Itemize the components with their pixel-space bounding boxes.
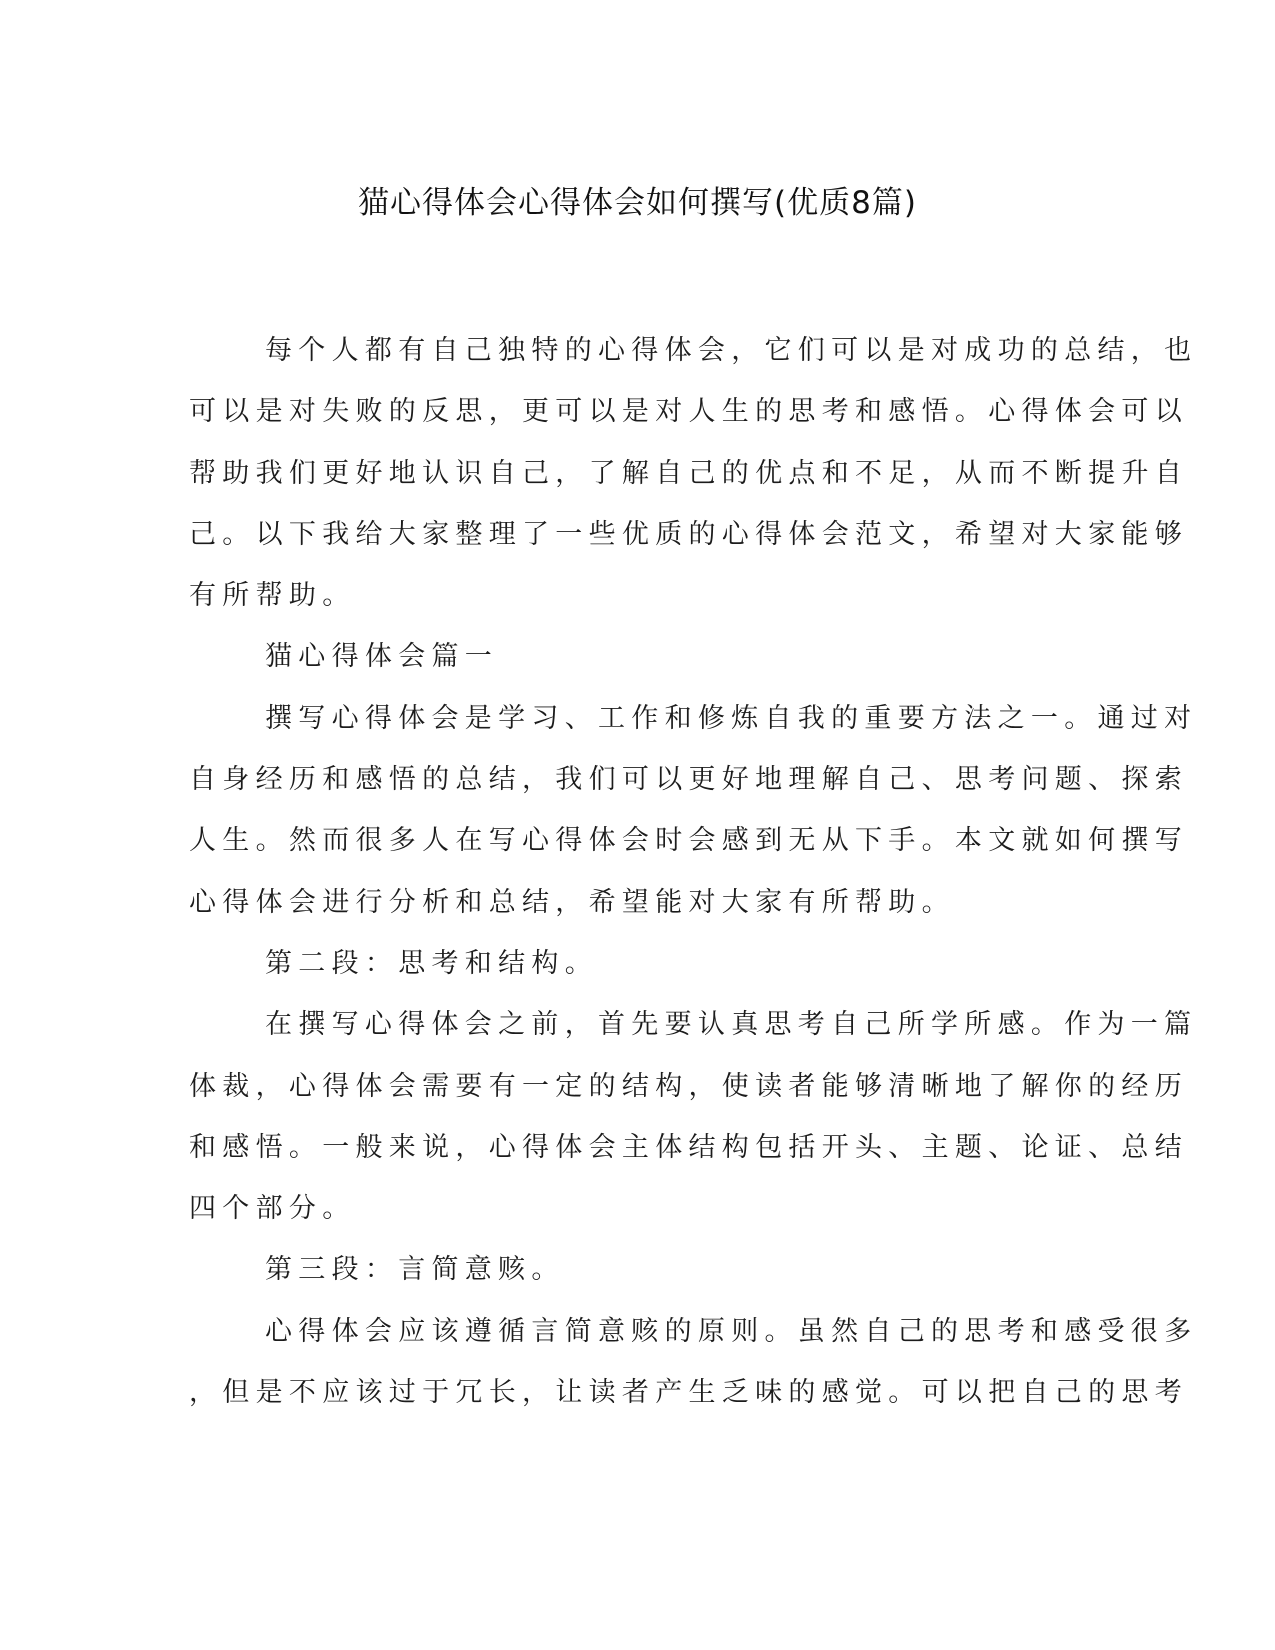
paragraph-line: 和感悟。一般来说，心得体会主体结构包括开头、主题、论证、总结 (189, 1131, 1188, 1163)
paragraph-line: 自身经历和感悟的总结，我们可以更好地理解自己、思考问题、探索 (189, 764, 1188, 796)
paragraph-line: 可以是对失败的反思，更可以是对人生的思考和感悟。心得体会可以 (189, 396, 1188, 428)
section-heading: 第三段：言简意赅。 (265, 1254, 565, 1286)
paragraph-line: 帮助我们更好地认识自己，了解自己的优点和不足，从而不断提升自 (189, 457, 1188, 489)
paragraph-line: 体裁，心得体会需要有一定的结构，使读者能够清晰地了解你的经历 (189, 1070, 1188, 1102)
paragraph-line: 己。以下我给大家整理了一些优质的心得体会范文，希望对大家能够 (189, 518, 1188, 550)
paragraph-line: 每个人都有自己独特的心得体会，它们可以是对成功的总结，也 (265, 335, 1198, 366)
document-title: 猫心得体会心得体会如何撰写(优质8篇) (358, 185, 917, 221)
paragraph-line: 撰写心得体会是学习、工作和修炼自我的重要方法之一。通过对 (265, 702, 1198, 734)
paragraph-line: 有所帮助。 (189, 580, 356, 612)
paragraph-line: 心得体会应该遵循言简意赅的原则。虽然自己的思考和感受很多 (265, 1315, 1198, 1347)
section-heading: 第二段：思考和结构。 (265, 947, 598, 979)
paragraph-line: 心得体会进行分析和总结，希望能对大家有所帮助。 (189, 886, 955, 918)
paragraph-line: 在撰写心得体会之前，首先要认真思考自己所学所感。作为一篇 (265, 1009, 1198, 1041)
paragraph-line: 人生。然而很多人在写心得体会时会感到无从下手。本文就如何撰写 (189, 825, 1188, 857)
paragraph-line: 四个部分。 (189, 1193, 356, 1225)
section-heading: 猫心得体会篇一 (265, 641, 499, 673)
document-body (189, 320, 1198, 1423)
paragraph-line: ，但是不应该过于冗长，让读者产生乏味的感觉。可以把自己的思考 (189, 1377, 1188, 1409)
